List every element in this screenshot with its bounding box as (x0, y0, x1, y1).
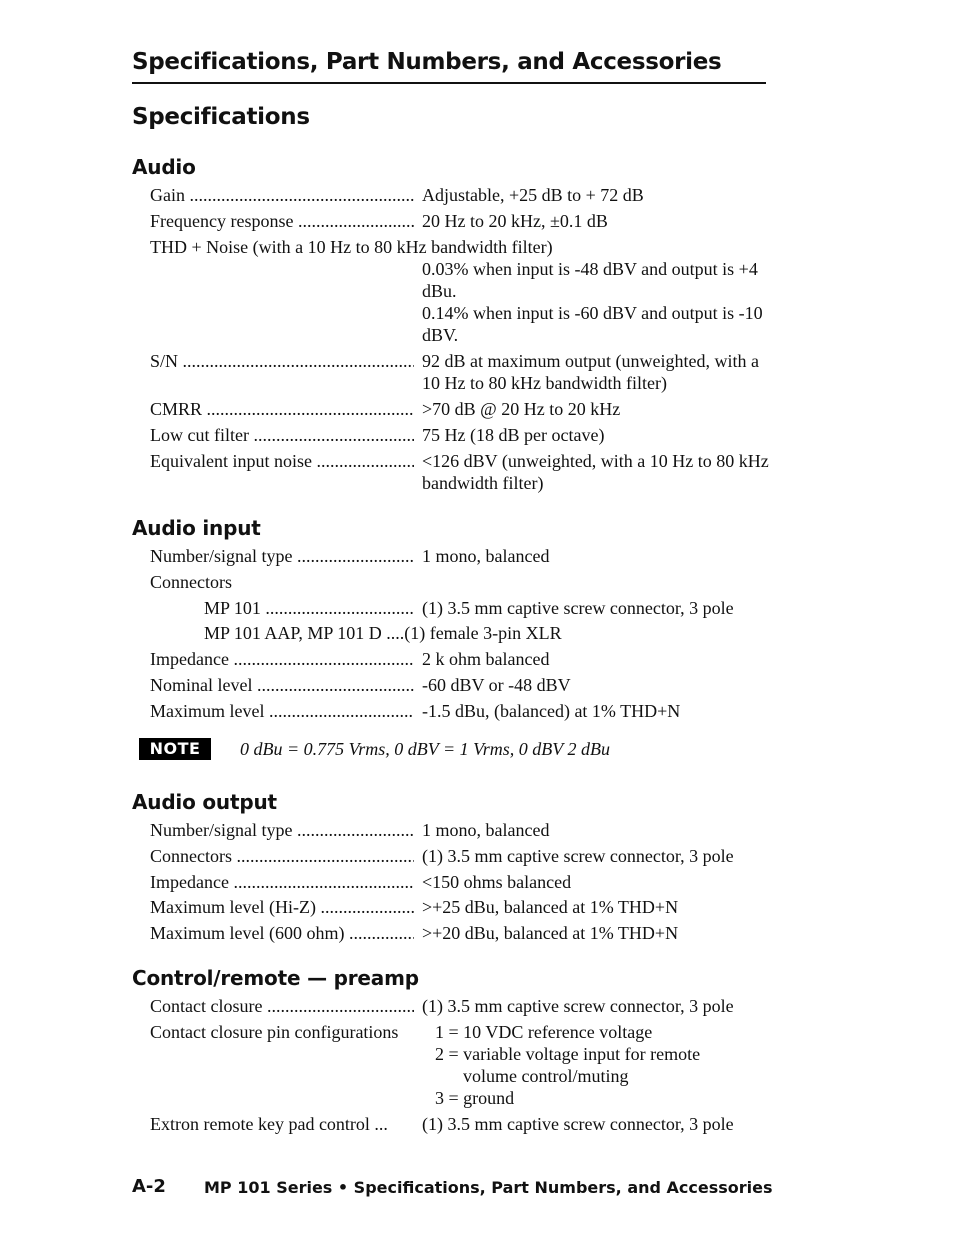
spec-label: Extron remote key pad control ... (150, 1114, 388, 1134)
spec-label: Connectors (150, 572, 232, 592)
spec-value (435, 1021, 775, 1109)
spec-label: Nominal level ..... (150, 674, 414, 696)
pin-1: 1 = 10 VDC reference voltage (435, 1022, 653, 1042)
spec-label: MP 101 ..... (204, 597, 414, 619)
spec-label: Maximum level (Hi-Z) ..... (150, 896, 414, 918)
spec-label: Number/signal type ..... (150, 819, 414, 841)
spec-value: <126 dBV (unweighted, with a 10 Hz to 80 kHz bandwidth filter) (422, 451, 769, 493)
spec-value: Adjustable, +25 dB to + 72 dB (422, 185, 644, 205)
spec-label: Impedance ..... (150, 871, 414, 893)
spec-value: 0.03% when input is -48 dBV and output is +4 dBu. (422, 259, 758, 301)
footer-title: MP 101 Series • Specifications, Part Numbers, and Accessories (204, 1178, 773, 1197)
note-badge: NOTE (139, 738, 211, 760)
control-heading: Control/remote — preamp (132, 966, 419, 990)
spec-value: <150 ohms balanced (422, 872, 572, 892)
spec-value: >70 dB @ 20 Hz to 20 kHz (422, 399, 621, 419)
note-text: 0 dBu = 0.775 Vrms, 0 dBV = 1 Vrms, 0 dBV 2 dBu (240, 739, 610, 759)
spec-label: THD + Noise (with a 10 Hz to 80 kHz bandwidth filter) (150, 237, 553, 257)
spec-label: Connectors ..... (150, 845, 414, 867)
spec-label: Gain ..... (150, 184, 414, 206)
spec-label: Low cut filter ..... (150, 424, 414, 446)
spec-label: CMRR ..... (150, 398, 414, 420)
spec-value: -60 dBV or -48 dBV (422, 675, 571, 695)
spec-value: 1 mono, balanced (422, 820, 550, 840)
spec-label: Frequency response ..... (150, 210, 414, 232)
spec-value: 20 Hz to 20 kHz, ±0.1 dB (422, 211, 608, 231)
spec-label: Maximum level ..... (150, 700, 414, 722)
spec-label: Impedance ..... (150, 648, 414, 670)
spec-value: (1) 3.5 mm captive screw connector, 3 pole (422, 1114, 734, 1134)
spec-value: (1) 3.5 mm captive screw connector, 3 pole (422, 598, 734, 618)
spec-value: >+20 dBu, balanced at 1% THD+N (422, 923, 679, 943)
chapter-title: Specifications, Part Numbers, and Accessories (132, 47, 766, 84)
pin-2: 2 = variable voltage input for remote (435, 1044, 701, 1064)
spec-value: (1) 3.5 mm captive screw connector, 3 pole (422, 846, 734, 866)
section-title: Specifications (132, 104, 310, 130)
spec-value: >+25 dBu, balanced at 1% THD+N (422, 897, 679, 917)
spec-label: Equivalent input noise ..... (150, 450, 414, 472)
spec-value: 2 k ohm balanced (422, 649, 550, 669)
spec-label: S/N ..... (150, 350, 414, 372)
pin-2-cont: volume control/muting (463, 1066, 629, 1086)
audio-output-heading: Audio output (132, 790, 277, 814)
spec-value: 75 Hz (18 dB per octave) (422, 425, 605, 445)
spec-value: (1) 3.5 mm captive screw connector, 3 pole (422, 996, 734, 1016)
spec-label: Contact closure ..... (150, 995, 414, 1017)
spec-value: 92 dB at maximum output (unweighted, with a 10 Hz to 80 kHz bandwidth filter) (422, 351, 759, 393)
spec-value: -1.5 dBu, (balanced) at 1% THD+N (422, 701, 681, 721)
audio-input-heading: Audio input (132, 516, 261, 540)
spec-label: Maximum level (600 ohm) ..... (150, 922, 414, 944)
spec-text: MP 101 AAP, MP 101 D ....(1) female 3-pin XLR (204, 623, 562, 643)
pin-3: 3 = ground (435, 1088, 515, 1108)
spec-label: Number/signal type ..... (150, 545, 414, 567)
spec-value: 0.14% when input is -60 dBV and output is -10 dBV. (422, 303, 763, 345)
audio-heading: Audio (132, 155, 196, 179)
spec-label: Contact closure pin configurations (150, 1022, 399, 1042)
page-number: A-2 (132, 1176, 166, 1197)
spec-value: 1 mono, balanced (422, 546, 550, 566)
